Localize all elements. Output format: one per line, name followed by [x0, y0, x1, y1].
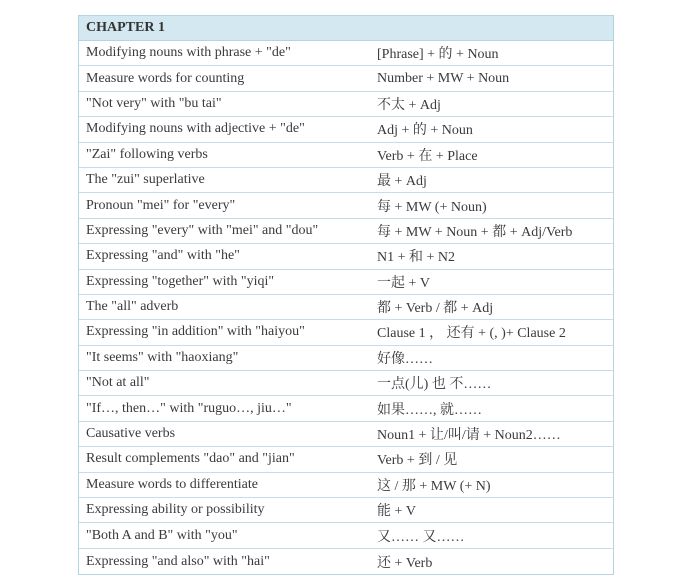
- table-row: [79, 244, 613, 269]
- table-row: [79, 498, 613, 523]
- grammar-pattern: Adj + 的 + Noun: [377, 123, 473, 139]
- grammar-topic: Measure words to differentiate: [86, 476, 258, 492]
- grammar-table: [78, 15, 614, 575]
- table-row: [79, 219, 613, 244]
- grammar-pattern: 一起 + V: [377, 275, 431, 291]
- table-body: [79, 41, 613, 574]
- table-row: [79, 422, 613, 447]
- grammar-topic: "Both A and B" with "you": [86, 527, 238, 543]
- grammar-pattern: 不太 + Adj: [377, 97, 441, 113]
- grammar-pattern: 最 + Adj: [377, 174, 427, 190]
- table-row: [79, 473, 613, 498]
- table-row: [79, 396, 613, 421]
- grammar-pattern: 每 + MW + Noun + 都 + Adj/Verb: [377, 224, 573, 240]
- table-row: [79, 346, 613, 371]
- grammar-topic: Expressing "in addition" with "haiyou": [86, 324, 305, 340]
- table-row: [79, 143, 613, 168]
- grammar-pattern: Verb + 到 / 见: [377, 453, 458, 469]
- grammar-pattern: N1 + 和 + N2: [377, 250, 456, 266]
- grammar-pattern: Verb + 在 + Place: [377, 148, 478, 164]
- table-row: [79, 41, 613, 66]
- table-row: [79, 320, 613, 345]
- table-row: [79, 549, 613, 574]
- grammar-topic: Expressing "and" with "he": [86, 248, 240, 264]
- table-row: [79, 371, 613, 396]
- grammar-pattern: 好像……: [377, 351, 433, 367]
- grammar-topic: Modifying nouns with adjective + "de": [86, 121, 305, 137]
- grammar-topic: The "zui" superlative: [86, 172, 205, 188]
- grammar-pattern: 每 + MW (+ Noun): [377, 199, 487, 215]
- grammar-topic: Causative verbs: [86, 426, 176, 442]
- table-row: [79, 92, 613, 117]
- table-row: [79, 168, 613, 193]
- grammar-topic: Result complements "dao" and "jian": [86, 451, 295, 467]
- grammar-pattern: 还 + Verb: [377, 555, 433, 571]
- grammar-topic: "Not at all": [86, 375, 150, 391]
- grammar-pattern: Clause 1 ， 还有 + (, )+ Clause 2: [377, 326, 566, 342]
- grammar-topic: "Not very" with "bu tai": [86, 95, 222, 111]
- grammar-pattern: 都 + Verb / 都 + Adj: [377, 301, 494, 317]
- grammar-topic: Expressing ability or possibility: [86, 502, 265, 518]
- grammar-pattern: 能 + V: [377, 504, 417, 520]
- grammar-topic: Pronoun "mei" for "every": [86, 197, 236, 213]
- table-row: [79, 447, 613, 472]
- grammar-pattern: Noun1 + 让/叫/请 + Noun2……: [377, 428, 561, 444]
- grammar-topic: "It seems" with "haoxiang": [86, 349, 239, 365]
- grammar-topic: "If…, then…" with "ruguo…, jiu…": [86, 400, 292, 416]
- table-row: [79, 117, 613, 142]
- grammar-pattern: 又…… 又……: [377, 529, 465, 545]
- grammar-pattern: Number + MW + Noun: [377, 70, 510, 86]
- grammar-pattern: 一点(儿) 也 不……: [377, 377, 492, 393]
- grammar-topic: Expressing "every" with "mei" and "dou": [86, 222, 319, 238]
- table-row: [79, 270, 613, 295]
- chapter-header: CHAPTER 1: [79, 16, 613, 41]
- grammar-pattern: 如果……, 就……: [377, 402, 482, 418]
- grammar-topic: "Zai" following verbs: [86, 146, 208, 162]
- grammar-topic: Modifying nouns with phrase + "de": [86, 45, 291, 61]
- table-row: [79, 66, 613, 91]
- table-row: [79, 523, 613, 548]
- table-row: [79, 193, 613, 218]
- grammar-topic: Expressing "and also" with "hai": [86, 553, 270, 569]
- grammar-topic: Expressing "together" with "yiqi": [86, 273, 275, 289]
- grammar-pattern: [Phrase] + 的 + Noun: [377, 47, 499, 63]
- grammar-topic: Measure words for counting: [86, 70, 245, 86]
- grammar-pattern: 这 / 那 + MW (+ N): [377, 478, 491, 494]
- table-row: [79, 295, 613, 320]
- grammar-topic: The "all" adverb: [86, 299, 179, 315]
